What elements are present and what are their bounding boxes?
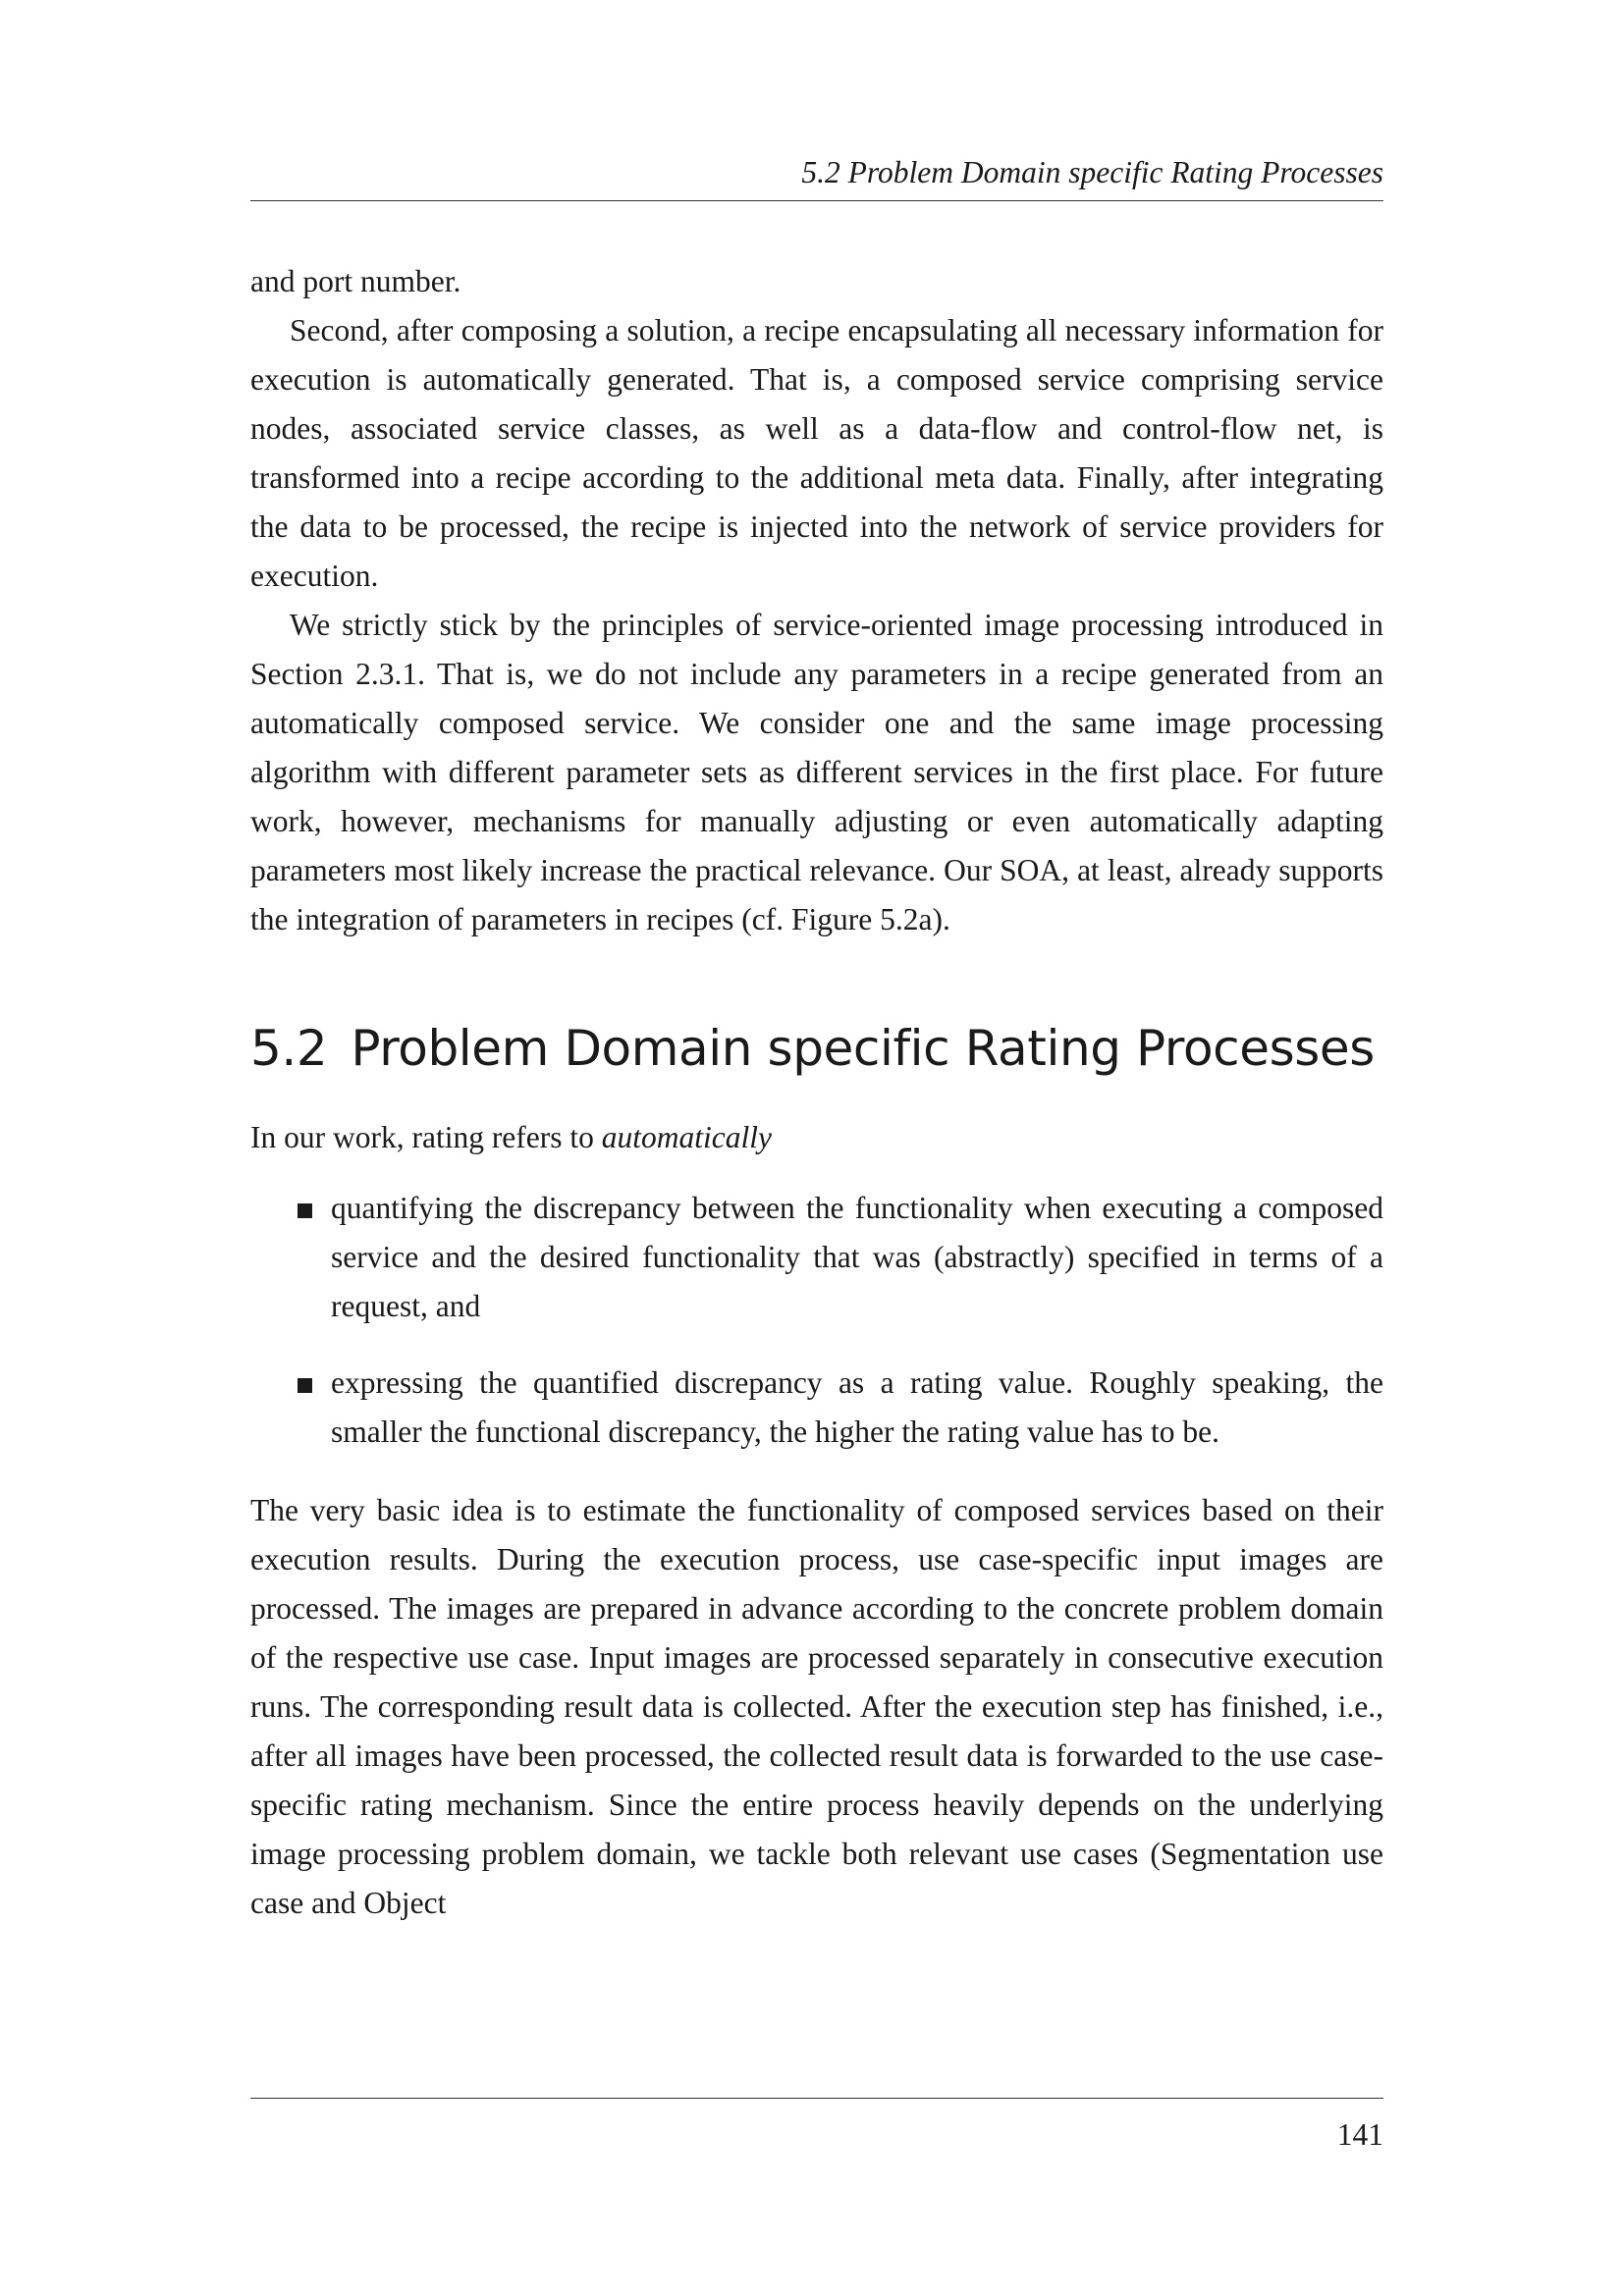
header-rule (250, 200, 1383, 201)
paragraph-continuation: and port number. (250, 264, 461, 298)
square-bullet-icon (298, 1378, 312, 1393)
section-number: 5.2 (250, 1020, 328, 1077)
page-number: 141 (1336, 2117, 1383, 2152)
bullet-list (250, 1184, 1383, 1457)
list-item (250, 1184, 1383, 1331)
running-header: 5.2 Problem Domain specific Rating Processes (801, 155, 1383, 189)
footer-rule (250, 2098, 1383, 2099)
paragraph-soa-principles: We strictly stick by the principles of service-oriented image processing introduced in Section 2.3.1. That is, we do not include any parameters in a recipe generated from an automatically composed service. We consider one and the same image processing algorithm with different parameter sets as different services in the first place. For future work, however, mechanisms for manually adjusting or even automatically adapting parameters most likely increase the practical relevance. Our SOA, at least, already supports the integration of parameters in recipes (cf. Figure 5.2a). (250, 608, 1383, 936)
section-heading (250, 1017, 1383, 1080)
body-text (250, 257, 1383, 1928)
list-item-text: expressing the quantified discrepancy as a rating value. Roughly speaking, the smaller the functional discrepancy, the higher the rating value has to be. (331, 1365, 1383, 1449)
list-item-text: quantifying the discrepancy between the functionality when executing a composed service and the desired functionality that was (abstractly) specified in terms of a request, and (331, 1191, 1383, 1323)
paragraph-recipe-generation: Second, after composing a solution, a recipe encapsulating all necessary information for execution is automatically generated. That is, a composed service comprising service nodes, associated service classes, as well as a data-flow and control-flow net, is transformed into a recipe according to the additional meta data. Finally, after integrating the data to be processed, the recipe is injected into the network of service providers for execution. (250, 313, 1383, 593)
intro-text: In our work, rating refers to (250, 1120, 602, 1154)
intro-sentence (250, 1113, 1383, 1162)
square-bullet-icon (298, 1203, 312, 1218)
section-title: Problem Domain specific Rating Processes (351, 1020, 1375, 1077)
paragraph-basic-idea: The very basic idea is to estimate the functionality of composed services based on their execution results. During the execution process, use case-specific input images are processed. The images are prepared in advance according to the concrete problem domain of the respective use case. Input images are processed separately in consecutive execution runs. The corresponding result data is collected. After the execution step has finished, i.e., after all images have been processed, the collected result data is forwarded to the use case-specific rating mechanism. Since the entire process heavily depends on the underlying image processing problem domain, we tackle both relevant use cases (Segmentation use case and Object (250, 1493, 1383, 1920)
intro-emphasis: automatically (601, 1120, 772, 1154)
list-item (250, 1359, 1383, 1457)
